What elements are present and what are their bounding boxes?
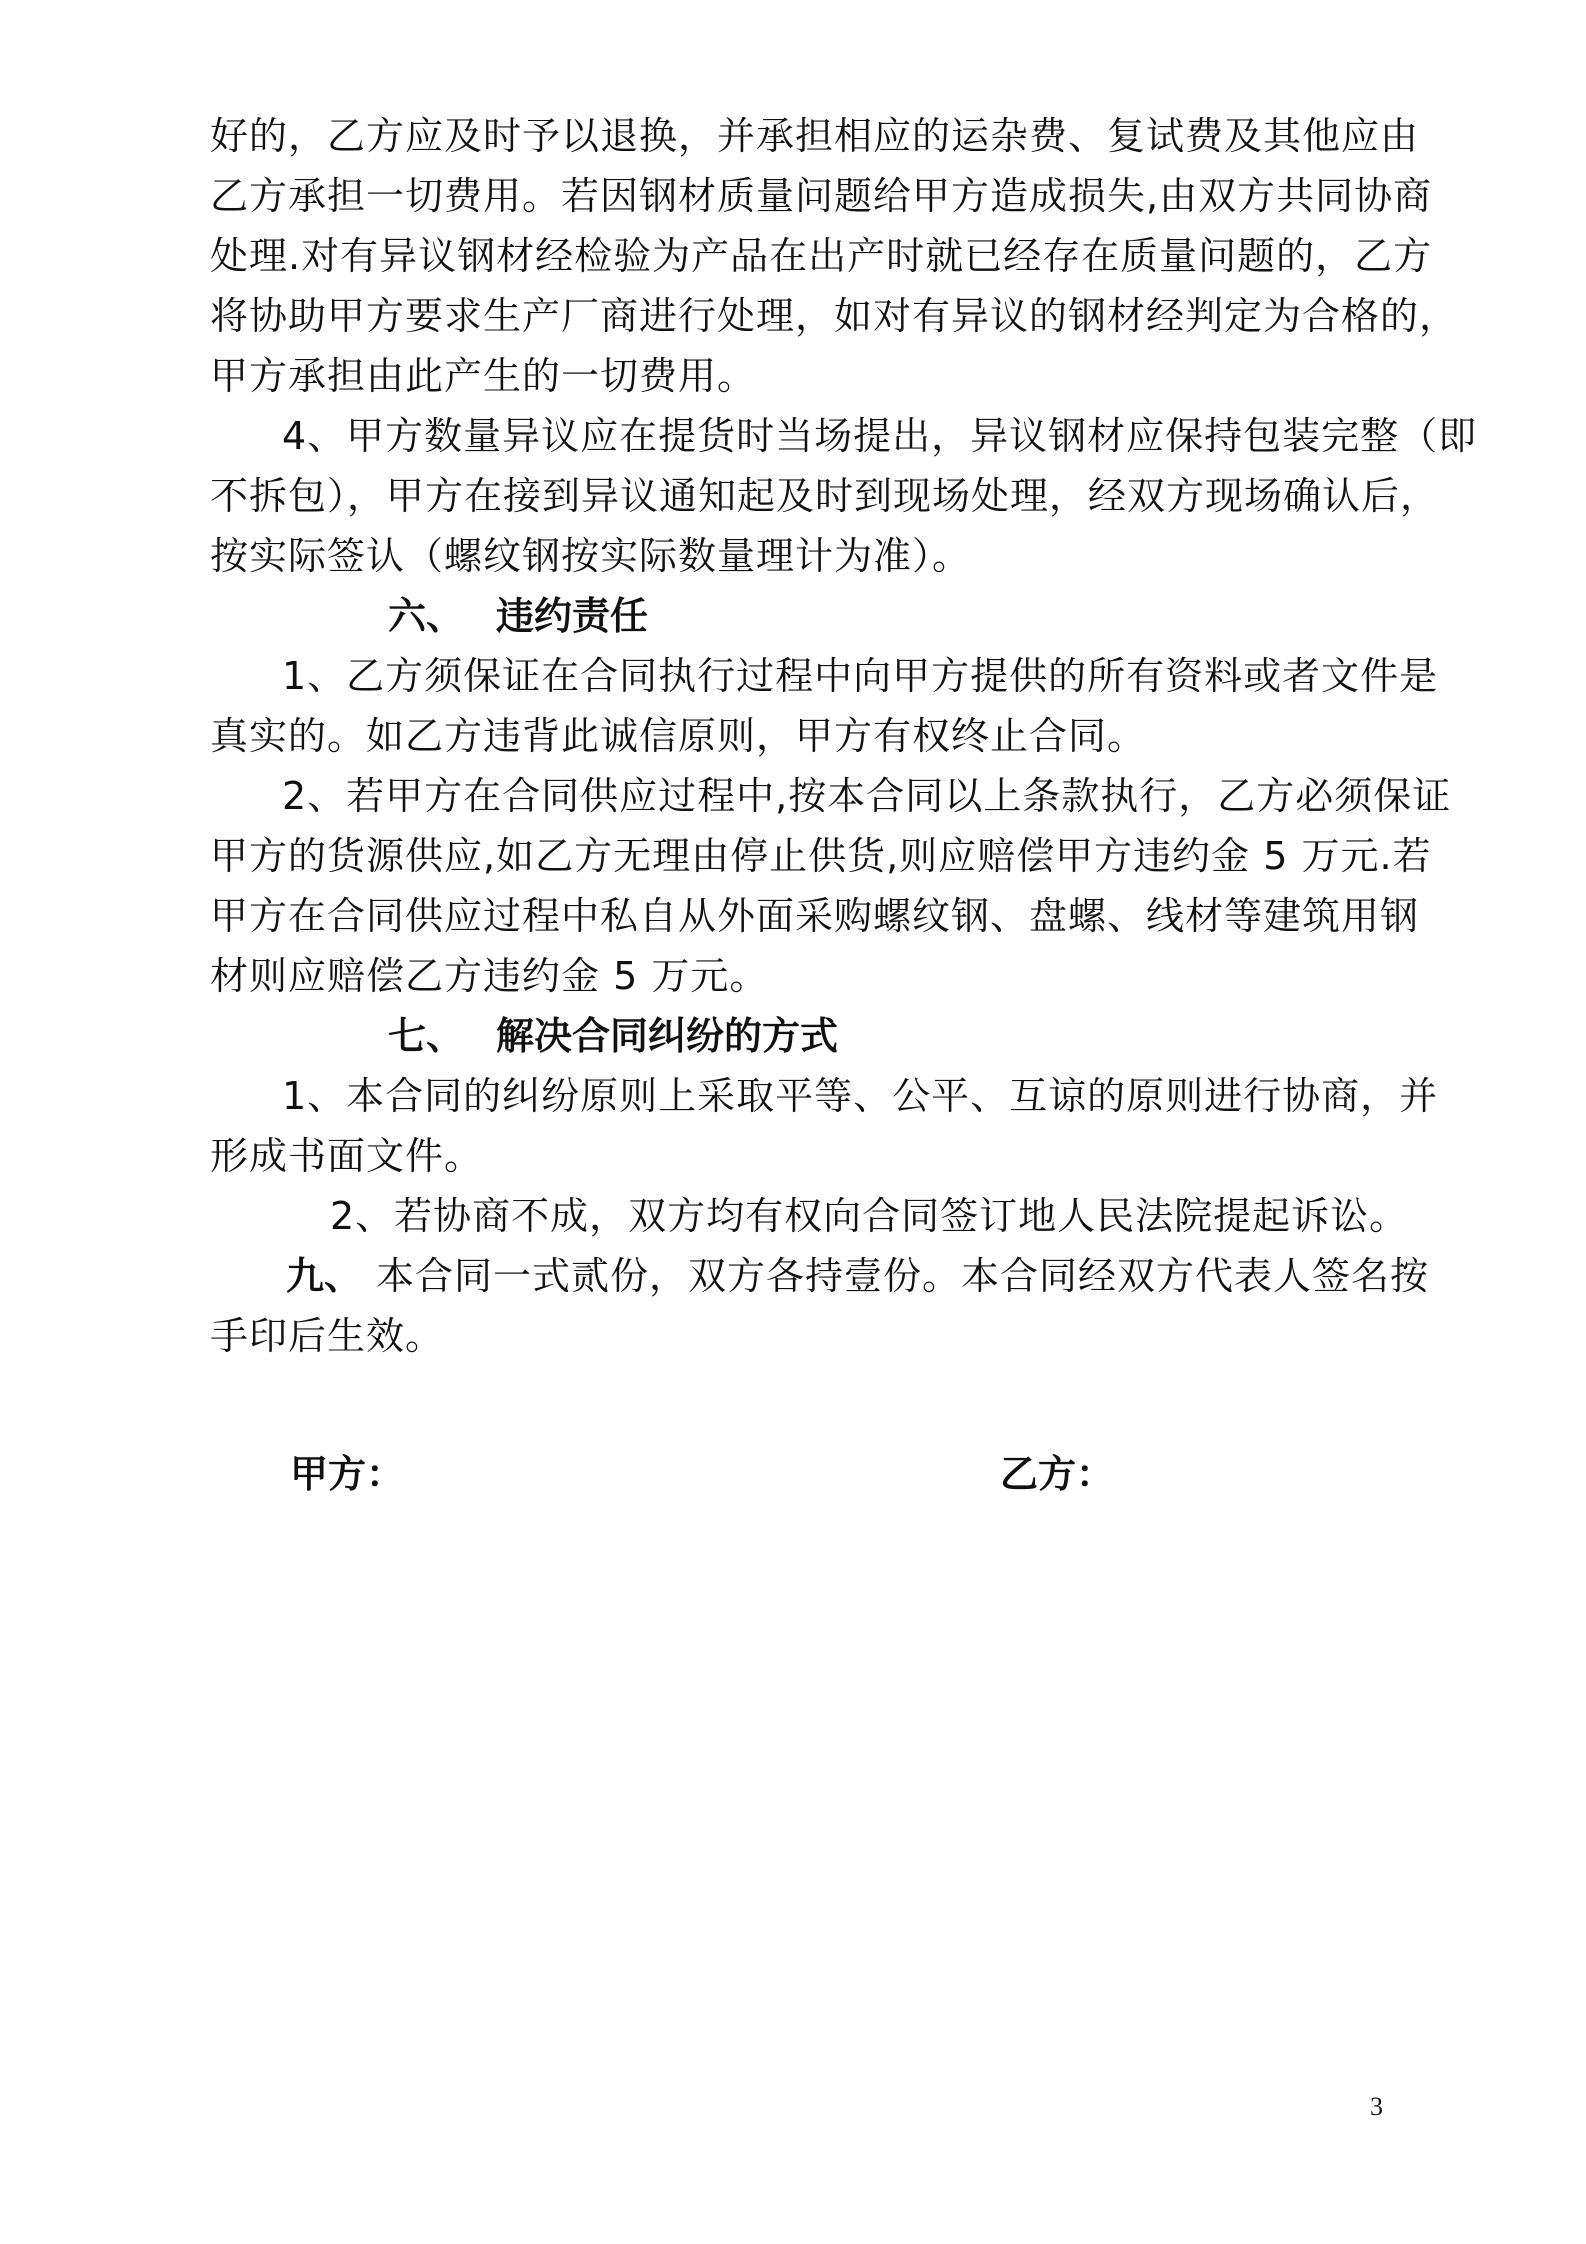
- text-line: 本合同一式贰份，双方各持壹份。本合同经双方代表人签名按: [376, 1254, 1430, 1298]
- text-line: 2、若甲方在合同供应过程中,按本合同以上条款执行，乙方必须保证: [282, 774, 1452, 818]
- page-number: 3: [1370, 2092, 1383, 2121]
- text-line: 不拆包），甲方在接到异议通知起及时到现场处理，经双方现场确认后，: [210, 474, 1440, 518]
- text-line: 甲方承担由此产生的一切费用。: [210, 354, 757, 398]
- text-line: 2、若协商不成，双方均有权向合同签订地人民法院提起诉讼。: [330, 1194, 1409, 1238]
- signature-label-party-a: 甲方：: [290, 1452, 405, 1496]
- text-line: 甲方在合同供应过程中私自从外面采购螺纹钢、盘螺、线材等建筑用钢: [210, 894, 1420, 938]
- section-number: 九、: [286, 1254, 363, 1298]
- text-line: 4、甲方数量异议应在提货时当场提出，异议钢材应保持包装完整（即: [282, 414, 1478, 458]
- section-number: 六、: [388, 594, 465, 638]
- signature-label-party-b: 乙方：: [1000, 1452, 1115, 1496]
- text-line: 甲方的货源供应,如乙方无理由停止供货,则应赔偿甲方违约金 5 万元.若: [210, 834, 1432, 878]
- text-line: 真实的。如乙方违背此诚信原则，甲方有权终止合同。: [210, 714, 1147, 758]
- text-line: 将协助甲方要求生产厂商进行处理，如对有异议的钢材经判定为合格的，: [210, 294, 1459, 338]
- text-line: 好的，乙方应及时予以退换，并承担相应的运杂费、复试费及其他应由: [210, 114, 1420, 158]
- text-line: 1、乙方须保证在合同执行过程中向甲方提供的所有资料或者文件是: [282, 654, 1439, 698]
- text-line: 形成书面文件。: [210, 1134, 484, 1178]
- text-line: 材则应赔偿乙方违约金 5 万元。: [210, 954, 769, 998]
- text-line: 按实际签认（螺纹钢按实际数量理计为准）。: [210, 534, 972, 578]
- text-line: 处理.对有异议钢材经检验为产品在出产时就已经存在质量问题的，乙方: [210, 234, 1433, 278]
- text-line: 手印后生效。: [210, 1314, 445, 1358]
- text-line: 乙方承担一切费用。若因钢材质量问题给甲方造成损失,由双方共同协商: [210, 174, 1433, 218]
- section-title: 违约责任: [496, 594, 649, 638]
- section-title: 解决合同纠纷的方式: [496, 1014, 839, 1058]
- text-line: 1、本合同的纠纷原则上采取平等、公平、互谅的原则进行协商，并: [282, 1074, 1439, 1118]
- section-number: 七、: [388, 1014, 465, 1058]
